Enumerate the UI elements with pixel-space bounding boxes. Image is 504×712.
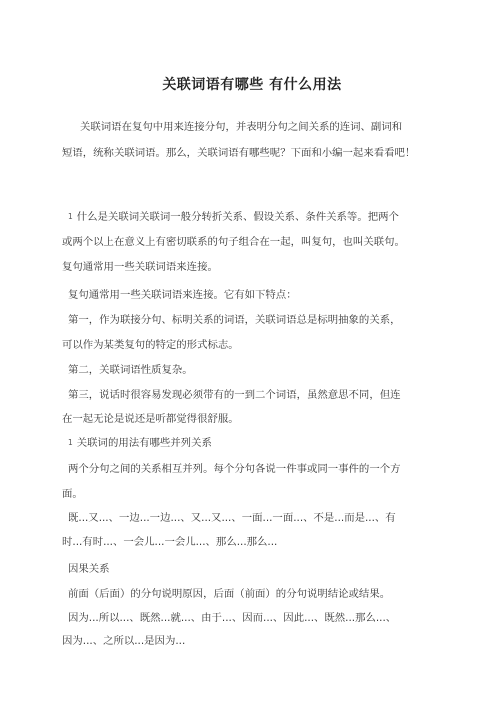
- section-2-heading-text: 关联词的用法有哪些并列关系: [76, 437, 212, 449]
- parallel-words-line-2: 时...有时...、一会儿...一会儿...、那么...那么...: [62, 536, 278, 548]
- section-2-heading: [68, 436, 212, 450]
- document-title: 关联词语有哪些 有什么用法: [162, 77, 342, 93]
- intro-line-1: 关联词语在复句中用来连接分句，并表明分句之间关系的连词、副词和: [80, 121, 403, 133]
- section-1-line-1: [68, 210, 399, 224]
- section-1-line-2: 或两个以上在意义上有密切联系的句子组合在一起，叫复句，也叫关联句。: [62, 236, 405, 248]
- section-number: 1: [68, 438, 73, 447]
- causal-heading: 因果关系: [68, 563, 110, 575]
- parallel-words-line-1: 既...又...、一边...一边...、又...又...、一面...一面...、不是...而是...、有: [68, 512, 396, 524]
- feature-3-line-2: 在一起无论是说还是听都觉得很舒服。: [62, 413, 239, 425]
- feature-1-line-1: 第一，作为联接分句、标明关系的词语，关联词语总是标明抽象的关系，: [68, 314, 401, 326]
- feature-1-line-2: 可以作为某类复句的特定的形式标志。: [62, 339, 239, 351]
- causal-words-line-2: 因为...、之所以...是因为...: [62, 635, 186, 647]
- parallel-line-1: 两个分句之间的关系相互并列。每个分句各说一件事或同一事件的一个方: [68, 463, 401, 475]
- intro-line-2: 短语，统称关联词语。那么，关联词语有哪些呢？下面和小编一起来看看吧！: [62, 147, 416, 159]
- causal-line-1: 前面（后面）的分句说明原因，后面（前面）的分句说明结论或结果。: [68, 588, 391, 600]
- section-1-line-3: 复句通常用一些关联词语来连接。: [62, 261, 218, 273]
- causal-words-line-1: 因为...所以...、既然...就...、由于...、因而...、因此...、既然...那么...、: [68, 612, 397, 624]
- features-intro: 复句通常用一些关联词语来连接。它有如下特点：: [68, 289, 297, 301]
- section-number: 1: [68, 212, 73, 221]
- feature-3-line-1: 第三，说话时很容易发现必须带有的一到二个词语，虽然意思不同，但连: [68, 389, 401, 401]
- parallel-line-2: 面。: [62, 488, 83, 500]
- feature-2: 第二，关联词语性质复杂。: [68, 364, 193, 376]
- section-1-text: 什么是关联词关联词一般分转折关系、假设关系、条件关系等。把两个: [76, 211, 399, 223]
